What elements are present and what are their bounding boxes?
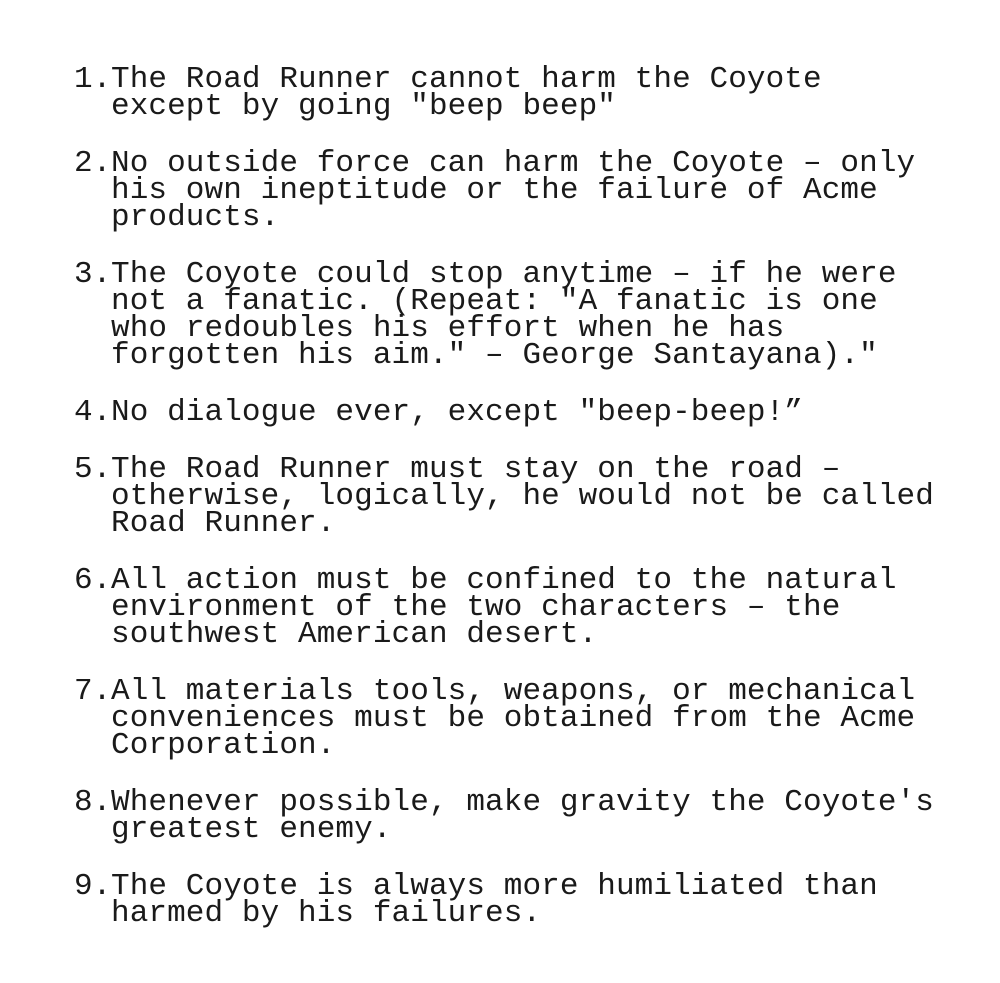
rule-line: environment of the two characters – the <box>111 590 841 625</box>
rule-item-2 <box>74 146 954 235</box>
rule-item-9 <box>74 869 954 931</box>
rule-line: greatest enemy. <box>111 812 392 847</box>
rule-number: 5. <box>74 452 112 487</box>
rule-item-8 <box>74 785 954 847</box>
rule-number: 1. <box>74 62 112 97</box>
rule-line: All action must be confined to the natural <box>111 563 897 598</box>
rule-number: 8. <box>74 785 112 820</box>
rule-line: harmed by his failures. <box>111 896 542 931</box>
rule-line: otherwise, logically, he would not be called <box>111 479 934 514</box>
rule-text <box>111 257 954 373</box>
rule-line: Road Runner. <box>111 506 336 541</box>
rule-item-3 <box>74 257 954 373</box>
rule-number: 4. <box>74 395 112 430</box>
rule-number: 7. <box>74 674 112 709</box>
rule-text <box>111 452 954 541</box>
rule-text <box>111 785 954 847</box>
rule-line: The Road Runner must stay on the road – <box>111 452 841 487</box>
rule-item-4 <box>74 395 954 430</box>
rule-number: 2. <box>74 146 112 181</box>
rule-line: who redoubles his effort when he has <box>111 311 785 346</box>
rule-line: No outside force can harm the Coyote – only <box>111 146 916 181</box>
rules-list <box>74 62 954 957</box>
rule-line: Whenever possible, make gravity the Coyote's <box>111 785 934 820</box>
rule-text <box>111 62 954 124</box>
rule-text <box>111 395 954 430</box>
rule-item-1 <box>74 62 954 124</box>
rule-text <box>111 146 954 235</box>
rule-line: forgotten his aim." – George Santayana)." <box>111 338 878 373</box>
rule-item-5 <box>74 452 954 541</box>
rule-line: his own ineptitude or the failure of Acme <box>111 173 878 208</box>
rule-line: not a fanatic. (Repeat: "A fanatic is one <box>111 284 878 319</box>
rule-number: 3. <box>74 257 112 292</box>
rule-number: 6. <box>74 563 112 598</box>
rule-line: No dialogue ever, except "beep-beep!” <box>111 395 804 430</box>
rule-line: conveniences must be obtained from the Acme <box>111 701 916 736</box>
rule-line: The Coyote is always more humiliated than <box>111 869 878 904</box>
rule-line: The Road Runner cannot harm the Coyote <box>111 62 822 97</box>
rule-line: southwest American desert. <box>111 617 598 652</box>
rule-text <box>111 674 954 763</box>
rule-text <box>111 869 954 931</box>
rule-item-7 <box>74 674 954 763</box>
rule-number: 9. <box>74 869 112 904</box>
rule-line: except by going "beep beep" <box>111 89 616 124</box>
rule-line: The Coyote could stop anytime – if he were <box>111 257 897 292</box>
rule-line: Corporation. <box>111 728 336 763</box>
rule-line: products. <box>111 200 280 235</box>
rule-item-6 <box>74 563 954 652</box>
rule-text <box>111 563 954 652</box>
rule-line: All materials tools, weapons, or mechanical <box>111 674 916 709</box>
